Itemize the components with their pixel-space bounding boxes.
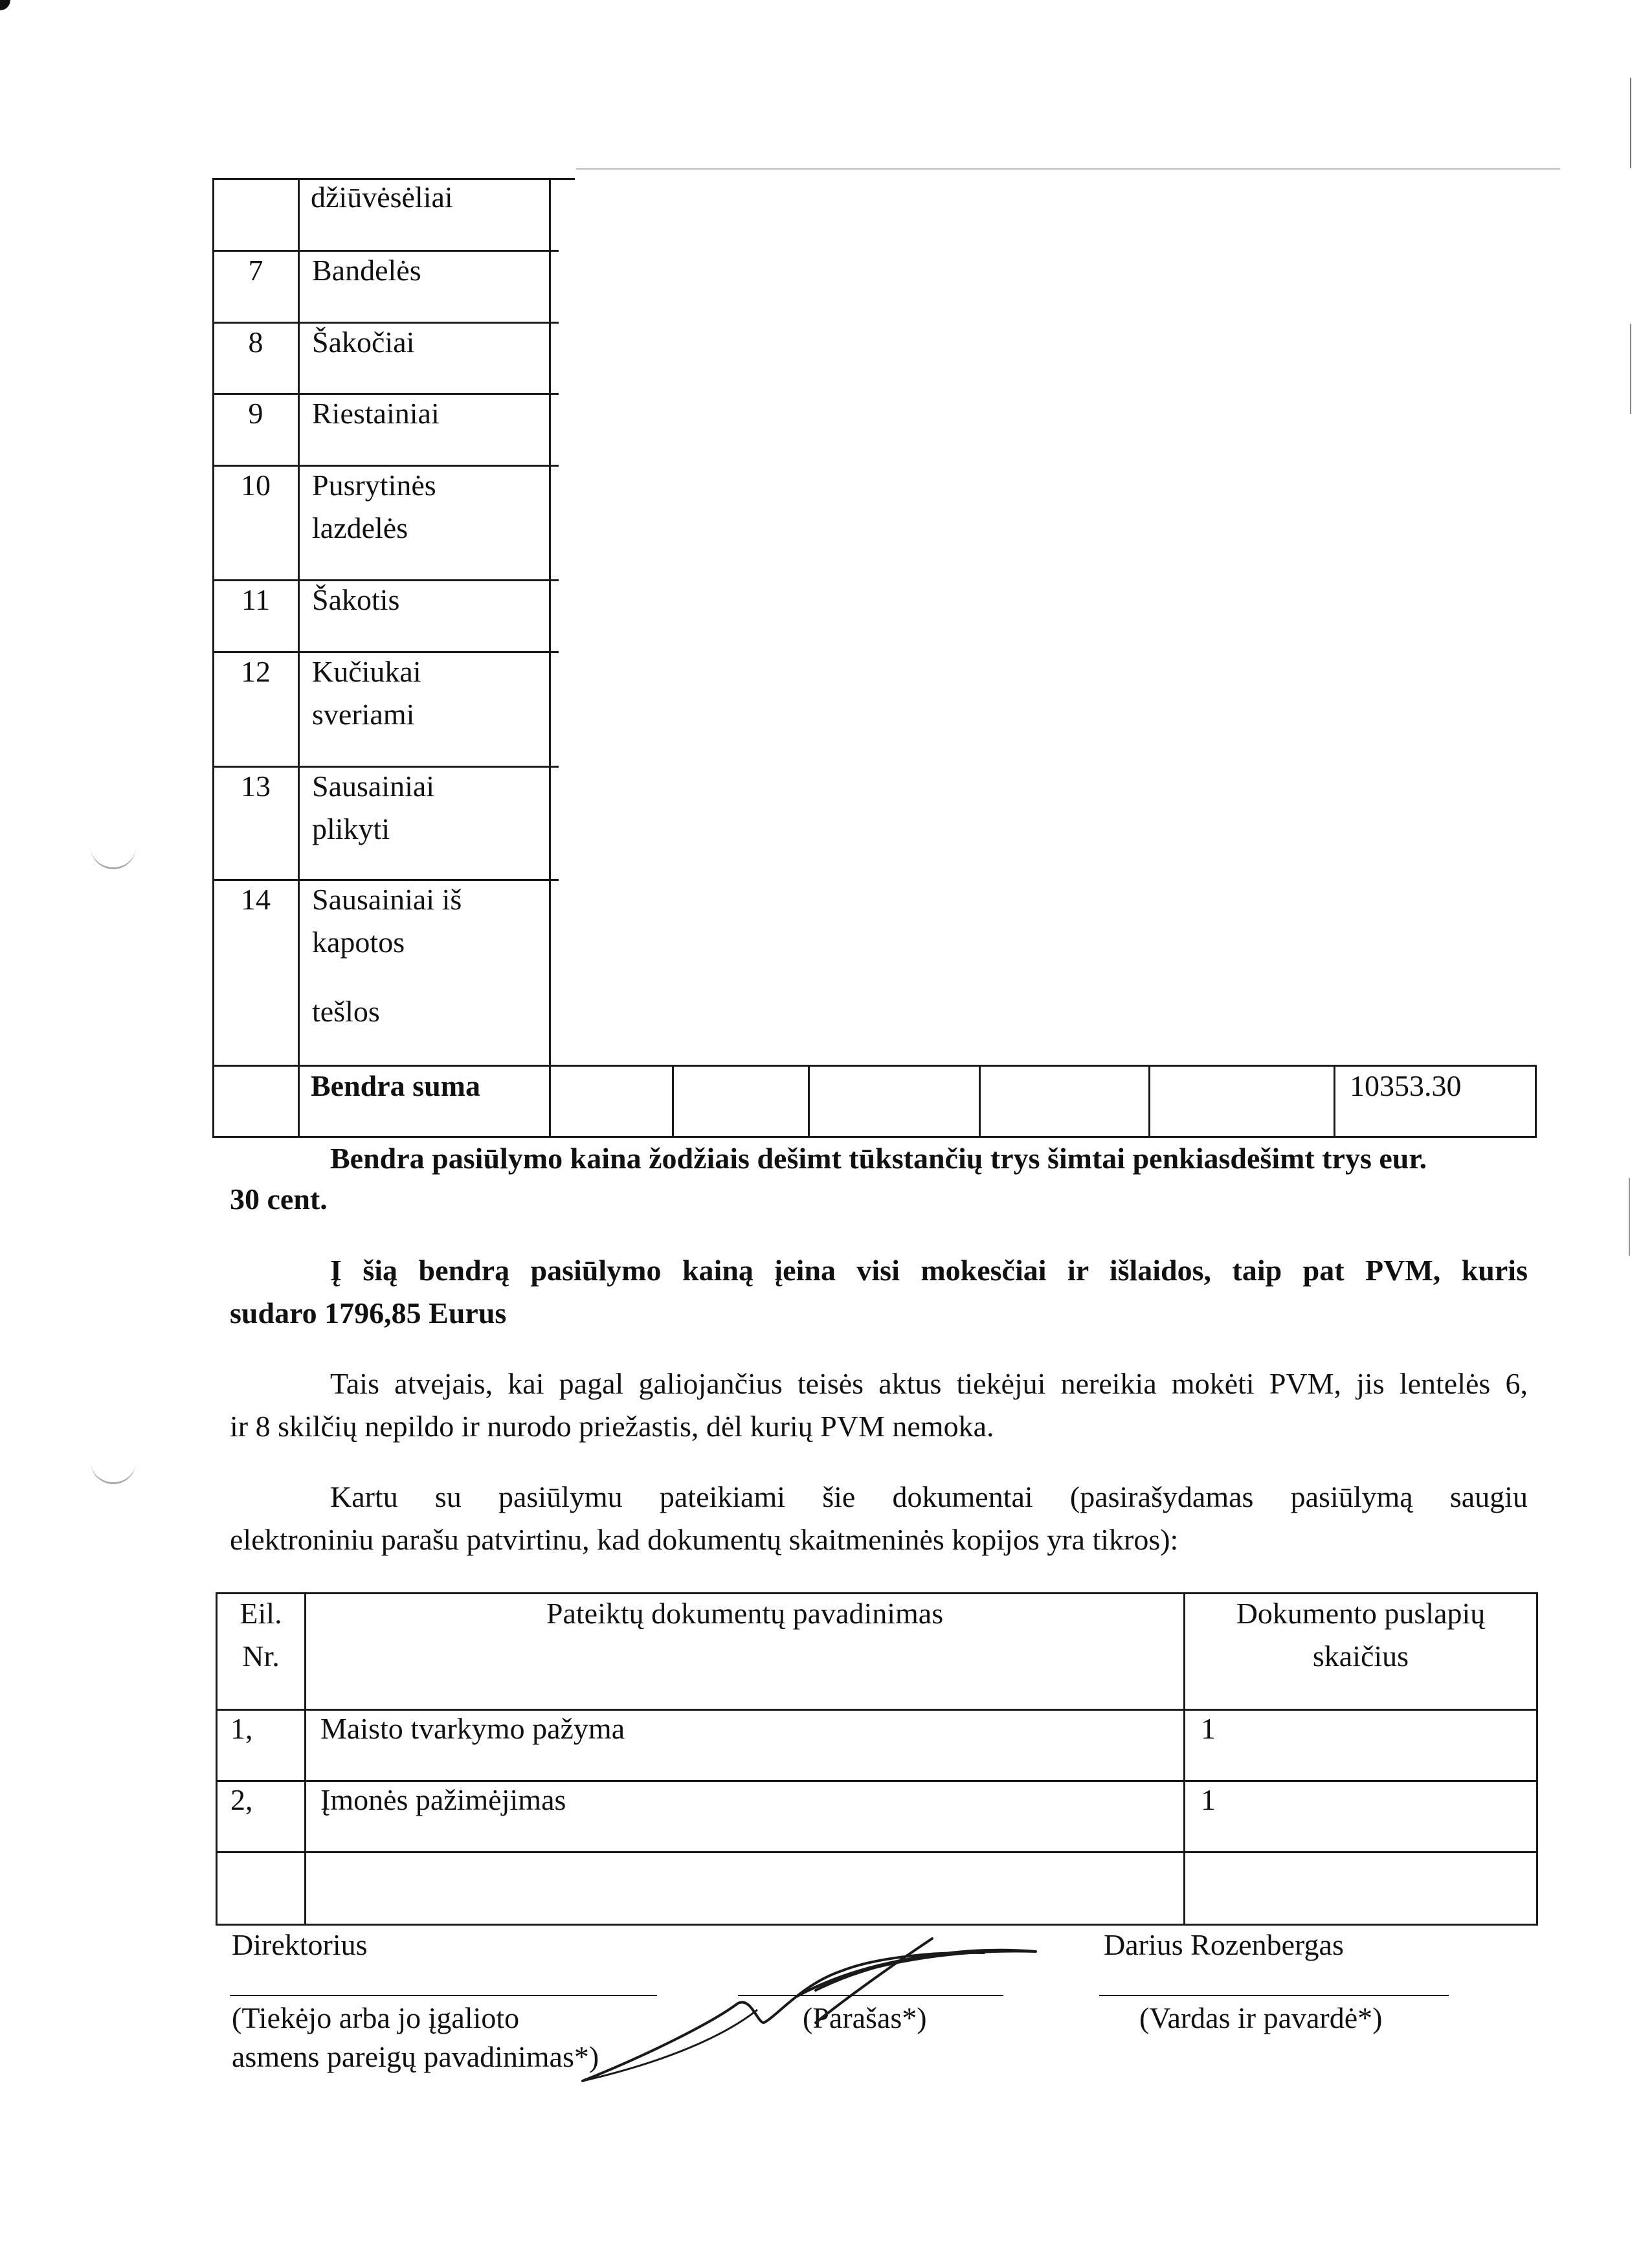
scan-punch-mark-1 <box>91 841 136 869</box>
product-name: Šakočiai <box>312 326 415 359</box>
product-name: Sausainiai <box>312 770 435 803</box>
signer-name: Darius Rozenbergas <box>1104 1928 1344 1961</box>
row-number: 10 <box>241 469 271 502</box>
scan-edge-right-2 <box>1630 324 1631 414</box>
scan-faint-line <box>576 168 1560 170</box>
documents-intro-line2: elektroniniu parašu patvirtinu, kad dokumentų skaitmeninės kopijos yra tikros): <box>230 1523 1179 1556</box>
product-name: plikyti <box>312 812 390 845</box>
total-value: 10353.30 <box>1350 1069 1462 1102</box>
scan-edge-right-1 <box>1630 78 1631 168</box>
product-name: Kučiukai <box>312 655 421 688</box>
price-in-words: Bendra pasiūlymo kaina žodžiais dešimt tūkstančių trys šimtai penkiasdešimt trys eur. <box>330 1142 1427 1175</box>
product-name: Riestainiai <box>312 397 440 430</box>
vat-paragraph-line1: Į šią bendrą pasiūlymo kainą įeina visi mokesčiai ir išlaidos, taip pat PVM, kuris <box>330 1254 1528 1287</box>
row-number: 13 <box>241 770 271 803</box>
doc-pages: 1 <box>1201 1712 1216 1745</box>
position-caption: (Tiekėjo arba jo įgalioto <box>232 2001 520 2034</box>
header-pages: skaičius <box>1312 1640 1409 1673</box>
header-no: Nr. <box>242 1640 280 1673</box>
product-name: džiūvėsėliai <box>311 181 453 214</box>
handwritten-signature <box>570 1926 1062 2094</box>
header-pages: Dokumento puslapių <box>1236 1597 1486 1630</box>
name-caption: (Vardas ir pavardė*) <box>1139 2001 1383 2034</box>
signature-caption: (Parašas*) <box>803 2001 927 2034</box>
doc-name: Įmonės pažimėjimas <box>320 1783 566 1816</box>
product-name: tešlos <box>312 995 380 1028</box>
row-number: 14 <box>241 883 271 916</box>
signer-position: Direktorius <box>232 1928 368 1961</box>
row-number: 11 <box>241 583 271 616</box>
product-name: Bandelės <box>312 254 421 287</box>
total-label: Bendra suma <box>311 1069 480 1102</box>
header-name: Pateiktų dokumentų pavadinimas <box>546 1597 944 1630</box>
header-no: Eil. <box>240 1597 282 1630</box>
row-number: 9 <box>248 397 263 430</box>
row-number: 8 <box>248 326 263 359</box>
product-name: Pusrytinės <box>312 469 436 502</box>
product-name: lazdelės <box>312 511 408 544</box>
documents-intro-line1: Kartu su pasiūlymu pateikiami šie dokumentai (pasirašydamas pasiūlymą saugiu <box>330 1480 1528 1513</box>
product-name: Šakotis <box>312 583 400 616</box>
doc-pages: 1 <box>1201 1783 1216 1816</box>
row-number: 7 <box>248 254 263 287</box>
scan-edge-top-left <box>0 0 10 10</box>
doc-number: 2, <box>230 1783 253 1816</box>
price-in-words-cents: 30 cent. <box>230 1183 328 1216</box>
doc-number: 1, <box>230 1712 253 1745</box>
position-caption: asmens pareigų pavadinimas*) <box>232 2040 599 2073</box>
scan-edge-right-3 <box>1629 1178 1630 1256</box>
vat-paragraph-line2: sudaro 1796,85 Eurus <box>230 1296 507 1329</box>
product-name: sveriami <box>312 698 415 731</box>
scan-punch-mark-2 <box>91 1456 136 1484</box>
product-name: Sausainiai iš <box>312 883 462 916</box>
vat-exempt-line2: ir 8 skilčių nepildo ir nurodo priežastis, dėl kurių PVM nemoka. <box>230 1410 994 1443</box>
vat-exempt-line1: Tais atvejais, kai pagal galiojančius teisės aktus tiekėjui nereikia mokėti PVM, jis lentelės 6, <box>330 1367 1528 1400</box>
row-number: 12 <box>241 655 271 688</box>
product-name: kapotos <box>312 926 405 959</box>
doc-name: Maisto tvarkymo pažyma <box>320 1712 625 1745</box>
